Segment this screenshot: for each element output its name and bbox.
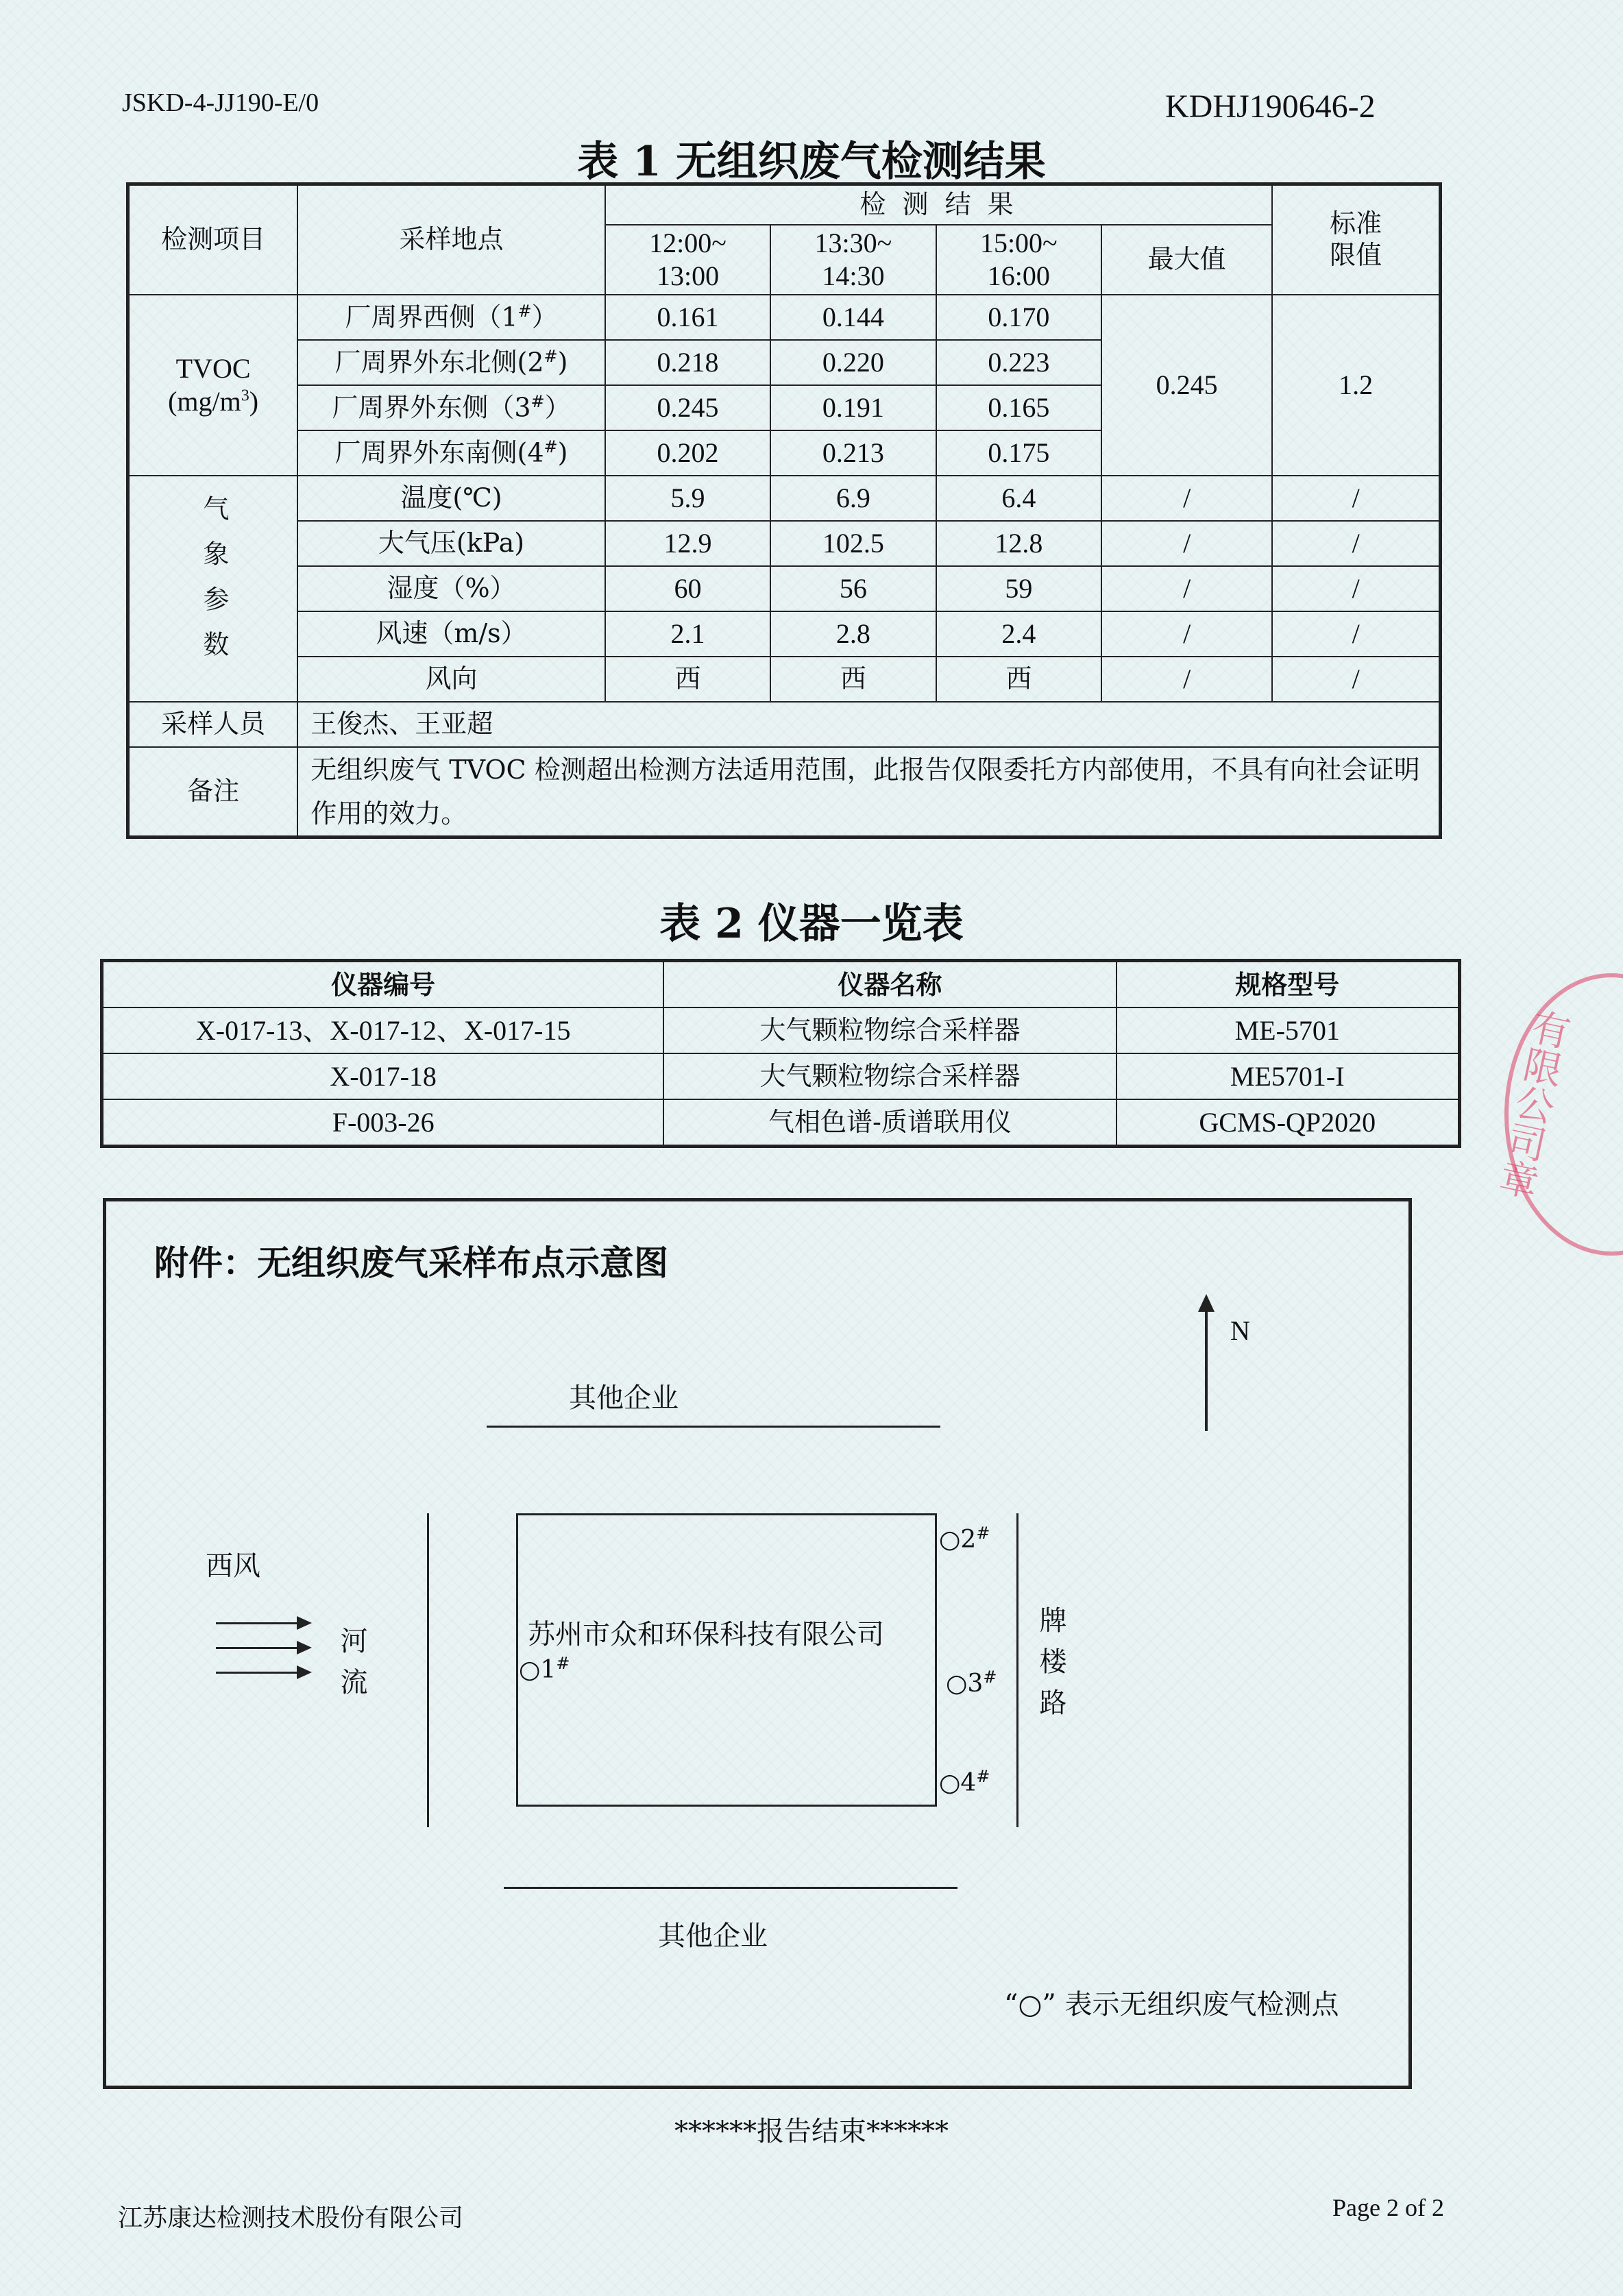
site-cell: 厂周界外东南侧(4#): [297, 430, 605, 476]
max-cell: /: [1101, 521, 1272, 566]
value-cell: 0.161: [605, 295, 770, 340]
note-label: 备注: [128, 747, 298, 838]
table1-title: 表 1 无组织废气检测结果: [577, 138, 1046, 186]
tvoc-label-cell: [128, 295, 298, 476]
value-cell: 56: [770, 566, 936, 611]
point-4: ○4#: [939, 1767, 990, 1797]
instrument-id: F-003-26: [102, 1099, 664, 1147]
company-seal-text: 有限公司章: [1490, 1005, 1574, 1202]
header-time3: 15:00~ 16:00: [936, 225, 1101, 295]
header-instrument-name: 仪器名称: [663, 961, 1116, 1008]
end-of-report: ******报告结束******: [674, 2116, 949, 2147]
site-cell: 厂周界西侧（1#）: [297, 295, 605, 340]
header-std: 标准 限值: [1272, 184, 1440, 295]
met-item: 风速（m/s）: [297, 611, 605, 657]
wind-arrow-icon: [297, 1665, 312, 1679]
instrument-name: 气相色谱-质谱联用仪: [663, 1099, 1116, 1147]
value-cell: 60: [605, 566, 770, 611]
sampling-layout-diagram: [103, 1198, 1412, 2089]
value-cell: 0.245: [605, 385, 770, 430]
wind-arrow-icon: [297, 1641, 312, 1654]
header-time1: 12:00~ 13:00: [605, 225, 770, 295]
max-cell: /: [1101, 476, 1272, 521]
instrument-id: X-017-18: [102, 1053, 664, 1099]
wind-arrow-line: [216, 1672, 298, 1674]
tvoc-label: TVOC: [175, 353, 251, 384]
value-cell: 0.202: [605, 430, 770, 476]
wind-arrow-icon: [297, 1616, 312, 1630]
north-label: N: [1230, 1315, 1250, 1346]
instrument-name: 大气颗粒物综合采样器: [663, 1053, 1116, 1099]
value-cell: 0.170: [936, 295, 1101, 340]
wind-arrow-line: [216, 1647, 298, 1649]
wind-arrow-line: [216, 1622, 298, 1624]
value-cell: 12.8: [936, 521, 1101, 566]
site-cell: 厂周界外东北侧(2#): [297, 340, 605, 385]
value-cell: 0.213: [770, 430, 936, 476]
value-cell: 102.5: [770, 521, 936, 566]
river-line: [427, 1513, 429, 1827]
value-cell: 西: [936, 657, 1101, 702]
value-cell: 2.8: [770, 611, 936, 657]
max-cell: /: [1101, 611, 1272, 657]
road-label: 牌楼路: [1035, 1606, 1066, 1729]
header-time2: 13:30~ 14:30: [770, 225, 936, 295]
value-cell: 0.165: [936, 385, 1101, 430]
north-arrow-icon: [1198, 1294, 1215, 1312]
road-line: [1016, 1513, 1018, 1827]
north-arrow-line: [1205, 1308, 1208, 1431]
footer-company: 江苏康达检测技术股份有限公司: [118, 2204, 464, 2232]
met-item: 温度(℃): [297, 476, 605, 521]
instrument-id: X-017-13、X-017-12、X-017-15: [102, 1007, 664, 1053]
top-neighbor-label: 其他企业: [569, 1382, 679, 1414]
value-cell: 0.223: [936, 340, 1101, 385]
report-number: KDHJ190646-2: [1165, 88, 1376, 125]
page-number: Page 2 of 2: [1332, 2194, 1444, 2221]
company-boundary: [516, 1513, 937, 1807]
table2-title: 表 2 仪器一览表: [659, 900, 964, 948]
max-cell: /: [1101, 657, 1272, 702]
table1-results: [126, 182, 1442, 839]
std-cell: /: [1272, 476, 1440, 521]
tvoc-std: 1.2: [1272, 295, 1440, 476]
point-1: ○1#: [519, 1654, 570, 1684]
value-cell: 西: [770, 657, 936, 702]
value-cell: 6.4: [936, 476, 1101, 521]
value-cell: 西: [605, 657, 770, 702]
instrument-name: 大气颗粒物综合采样器: [663, 1007, 1116, 1053]
legend: “○” 表示无组织废气检测点: [1004, 1989, 1339, 2020]
met-item: 大气压(kPa): [297, 521, 605, 566]
value-cell: 12.9: [605, 521, 770, 566]
document-code: JSKD-4-JJ190-E/0: [122, 88, 319, 117]
value-cell: 2.4: [936, 611, 1101, 657]
header-instrument-model: 规格型号: [1116, 961, 1460, 1008]
value-cell: 5.9: [605, 476, 770, 521]
value-cell: 2.1: [605, 611, 770, 657]
bottom-neighbor-label: 其他企业: [658, 1920, 768, 1952]
instrument-model: ME5701-I: [1116, 1053, 1460, 1099]
std-cell: /: [1272, 521, 1440, 566]
tvoc-max: 0.245: [1101, 295, 1272, 476]
river-label: 河流: [336, 1626, 367, 1709]
header-max: 最大值: [1101, 225, 1272, 295]
point-2: ○2#: [939, 1524, 990, 1554]
top-boundary-line: [487, 1426, 940, 1428]
point-3: ○3#: [946, 1668, 997, 1698]
company-name: 苏州市众和环保科技有限公司: [528, 1619, 884, 1650]
value-cell: 0.144: [770, 295, 936, 340]
table2-instruments: [100, 959, 1461, 1148]
header-result: 检 测 结 果: [605, 184, 1272, 225]
std-cell: /: [1272, 611, 1440, 657]
met-label: 气象参数: [198, 494, 229, 676]
header-site: 采样地点: [297, 184, 605, 295]
instrument-model: GCMS-QP2020: [1116, 1099, 1460, 1147]
met-item: 湿度（%）: [297, 566, 605, 611]
header-instrument-id: 仪器编号: [102, 961, 664, 1008]
value-cell: 59: [936, 566, 1101, 611]
value-cell: 6.9: [770, 476, 936, 521]
value-cell: 0.218: [605, 340, 770, 385]
header-item: 检测项目: [128, 184, 298, 295]
note-value: 无组织废气 TVOC 检测超出检测方法适用范围，此报告仅限委托方内部使用，不具有向社会证明作用的效力。: [297, 747, 1440, 838]
met-label-cell: [128, 476, 298, 702]
bottom-boundary-line: [504, 1887, 957, 1889]
tvoc-unit: $(mg/m^3)$: [168, 386, 259, 417]
value-cell: 0.220: [770, 340, 936, 385]
wind-label: 西风: [206, 1550, 260, 1582]
max-cell: /: [1101, 566, 1272, 611]
instrument-model: ME-5701: [1116, 1007, 1460, 1053]
figure-title: 附件：无组织废气采样布点示意图: [154, 1243, 668, 1283]
value-cell: 0.191: [770, 385, 936, 430]
sampler-label: 采样人员: [128, 702, 298, 747]
std-cell: /: [1272, 657, 1440, 702]
std-cell: /: [1272, 566, 1440, 611]
site-cell: 厂周界外东侧（3#）: [297, 385, 605, 430]
value-cell: 0.175: [936, 430, 1101, 476]
met-item: 风向: [297, 657, 605, 702]
sampler-value: 王俊杰、王亚超: [297, 702, 1440, 747]
